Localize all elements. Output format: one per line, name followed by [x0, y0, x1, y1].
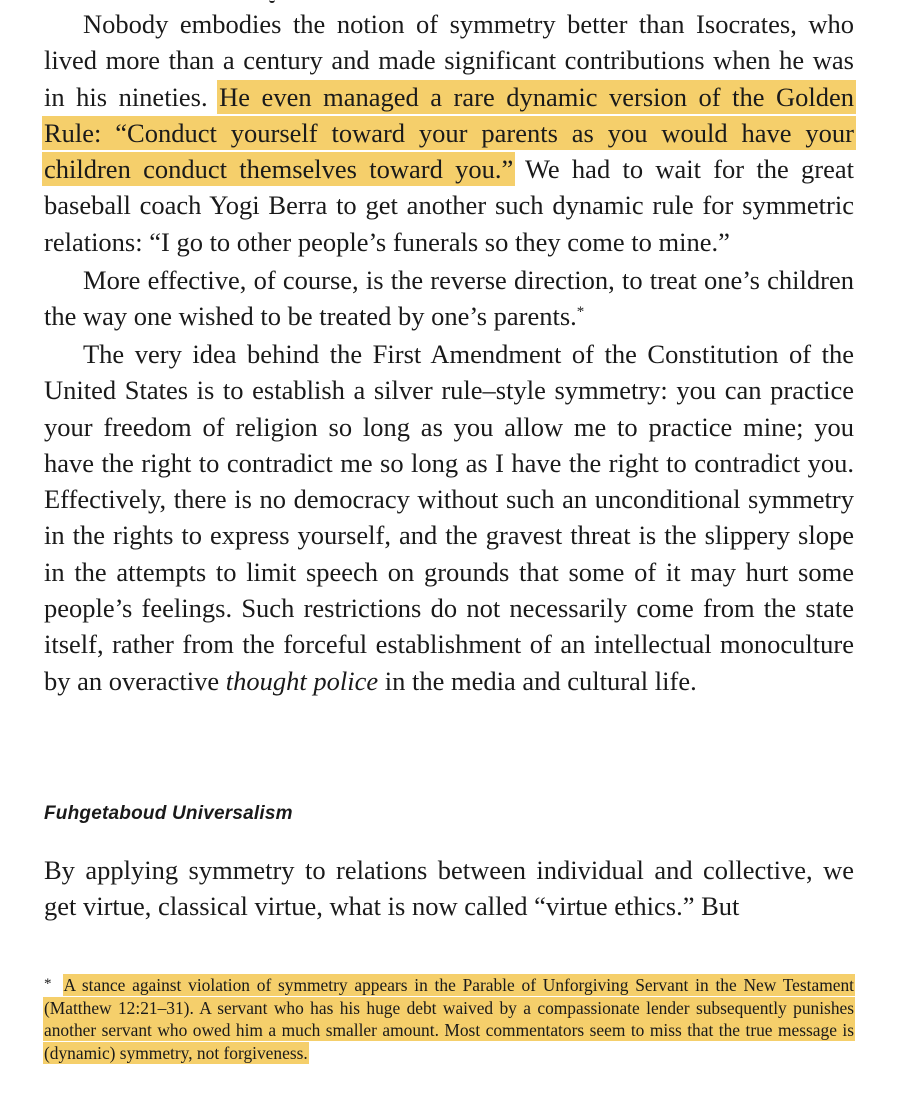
para3-text-before: The very idea behind the First Amendment of the Constitution of the United States is to establish a silver rule–style symmetry: you can practice your freedom of religion so long as you allow me to practice mine; you have the right to contradict me so long as I have the right to contradict you. Effectively, there is no democracy without such an unconditional symmetry in the rights to express yourself, and the gravest threat is the slippery slope in the attempts to limit speech on grounds that some of it may hurt some people’s feelings. Such restrictions do not necessarily come from the state itself, rather from the forceful establishment of an intellectual monoculture by an overactive — [44, 339, 854, 696]
highlighted-footnote-text[interactable]: A stance against violation of symmetry appears in the Parable of Unforgiving Servant in the New Testament (Matthew 12:21–31). A servant who has his huge debt waived by a compassionate lender subsequently punishes another servant who owed him a much smaller amount. Most commentators seem to miss that the true message is (dynamic) symmetry, not forgiveness. — [44, 975, 854, 1063]
paragraph-universalism — [44, 852, 854, 925]
highlighted-passage-golden-rule[interactable]: He even managed a rare dynamic version of the Golden Rule: “Conduct yourself toward your parents as you would have your children conduct themselves toward you.” — [44, 81, 854, 185]
para2-text: More effective, of course, is the reverse direction, to treat one’s children the way one wished to be treated by one’s parents. — [44, 265, 854, 332]
cropped-glyph-fragment — [269, 0, 275, 3]
para1-text-after: We had to wait for the great baseball coach Yogi Berra to get another such dynamic rule for symmetric relations: “I go to other people’s funerals so they come to mine.” — [44, 154, 854, 257]
emphasis-thought-police: thought police — [225, 665, 379, 696]
paragraph-isocrates — [44, 6, 854, 260]
paragraph-first-amendment — [44, 336, 854, 699]
paragraph-reverse-direction — [44, 262, 854, 335]
para4-text: By applying symmetry to relations between individual and collective, we get virtue, classical virtue, what is now called “virtue ethics.” But — [44, 855, 854, 922]
para3-text-after: in the media and cultural life. — [378, 665, 697, 696]
section-heading: Fuhgetaboud Universalism — [44, 803, 293, 824]
para1-text-before: Nobody embodies the notion of symmetry better than Isocrates, who lived more than a century and made significant contributions when he was in his nineties. — [44, 9, 854, 112]
footnote-reference-marker[interactable]: * — [576, 304, 585, 321]
footnote — [44, 973, 854, 1064]
footnote-marker: * — [44, 976, 52, 992]
